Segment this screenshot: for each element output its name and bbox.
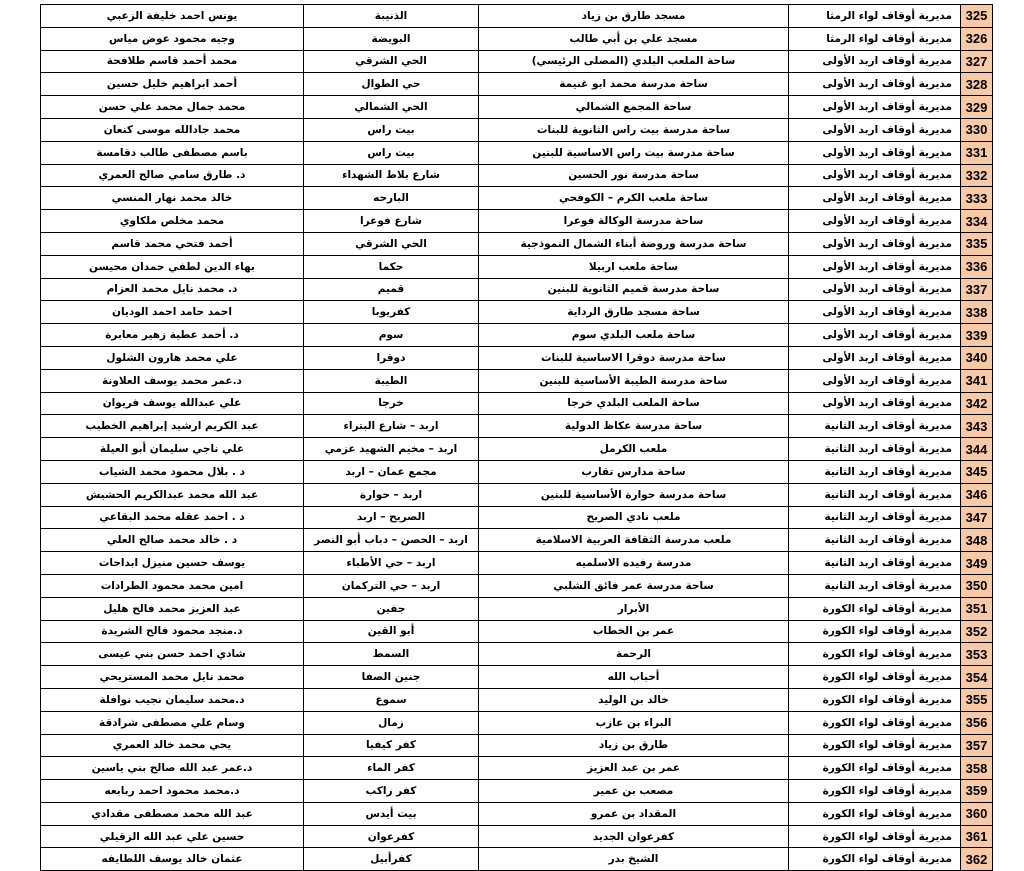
prayer-place-cell: خالد بن الوليد: [479, 688, 789, 711]
preacher-name-cell: باسم مصطفى طالب دقامسة: [41, 141, 304, 164]
row-number: 354: [961, 666, 993, 689]
row-number: 333: [961, 187, 993, 210]
row-number: 331: [961, 141, 993, 164]
preacher-name-cell: محمد نايل محمد المستريحي: [41, 666, 304, 689]
preacher-name-cell: يونس احمد خليفة الزعبي: [41, 5, 304, 28]
directorate-cell: مديرية أوقاف لواء الكورة: [789, 643, 961, 666]
area-cell: مجمع عمان – اربد: [304, 460, 479, 483]
row-number: 340: [961, 346, 993, 369]
area-cell: دوقرا: [304, 346, 479, 369]
directorate-cell: مديرية أوقاف لواء الكورة: [789, 688, 961, 711]
preacher-name-cell: د.محمد محمود احمد ربابعه: [41, 780, 304, 803]
table-row: [41, 483, 993, 506]
preacher-name-cell: د . احمد عقله محمد البقاعي: [41, 506, 304, 529]
prayer-place-cell: ساحة مدرسة بيت راس الاساسية للبنين: [479, 141, 789, 164]
table-row: [41, 620, 993, 643]
area-cell: اربد – حوارة: [304, 483, 479, 506]
row-number: 336: [961, 255, 993, 278]
preacher-name-cell: د.عمر عبد الله صالح بني ياسين: [41, 757, 304, 780]
area-cell: بيت راس: [304, 118, 479, 141]
preacher-name-cell: علي عبدالله يوسف فريوان: [41, 392, 304, 415]
preacher-name-cell: علي ناجي سليمان أبو العيلة: [41, 438, 304, 461]
row-number: 353: [961, 643, 993, 666]
area-cell: اربد – حي التركمان: [304, 574, 479, 597]
directorate-cell: مديرية أوقاف اربد الأولى: [789, 369, 961, 392]
table-row: [41, 118, 993, 141]
area-cell: كفر راكب: [304, 780, 479, 803]
prayer-place-cell: مسجد طارق بن زياد: [479, 5, 789, 28]
prayer-place-cell: أحباب الله: [479, 666, 789, 689]
area-cell: كفرأبيل: [304, 848, 479, 871]
area-cell: الحي الشرقي: [304, 232, 479, 255]
table-row: [41, 50, 993, 73]
table-row: [41, 802, 993, 825]
directorate-cell: مديرية أوقاف اربد الأولى: [789, 210, 961, 233]
area-cell: السمط: [304, 643, 479, 666]
table-row: [41, 301, 993, 324]
area-cell: البارحه: [304, 187, 479, 210]
directorate-cell: مديرية أوقاف اربد الأولى: [789, 324, 961, 347]
preacher-name-cell: عبد الكريم ارشيد إبراهيم الخطيب: [41, 415, 304, 438]
prayer-place-cell: ساحة مدارس تقارب: [479, 460, 789, 483]
directorate-cell: مديرية أوقاف اربد الأولى: [789, 164, 961, 187]
table-row: [41, 711, 993, 734]
prayer-place-cell: ساحة مدرسة نور الحسين: [479, 164, 789, 187]
row-number: 349: [961, 552, 993, 575]
area-cell: الصريح – اربد: [304, 506, 479, 529]
directorate-cell: مديرية أوقاف لواء الكورة: [789, 620, 961, 643]
row-number: 362: [961, 848, 993, 871]
row-number: 355: [961, 688, 993, 711]
area-cell: الذنيبة: [304, 5, 479, 28]
area-cell: الطيبة: [304, 369, 479, 392]
prayer-place-cell: كفرعوان الجديد: [479, 825, 789, 848]
prayer-place-cell: ساحة ملعب الكرم – الكوفحي: [479, 187, 789, 210]
area-cell: بيت أيدس: [304, 802, 479, 825]
area-cell: خرجا: [304, 392, 479, 415]
preacher-name-cell: أحمد ابراهيم خليل حسين: [41, 73, 304, 96]
row-number: 345: [961, 460, 993, 483]
area-cell: اربد – مخيم الشهيد عزمي: [304, 438, 479, 461]
row-number: 341: [961, 369, 993, 392]
preacher-name-cell: د . بلال محمود محمد الشياب: [41, 460, 304, 483]
row-number: 348: [961, 529, 993, 552]
area-cell: حكما: [304, 255, 479, 278]
preacher-name-cell: عثمان خالد يوسف اللطايفه: [41, 848, 304, 871]
preacher-name-cell: أحمد فتحي محمد قاسم: [41, 232, 304, 255]
directorate-cell: مديرية أوقاف اربد الثانية: [789, 506, 961, 529]
area-cell: كفريوبا: [304, 301, 479, 324]
row-number: 332: [961, 164, 993, 187]
directorate-cell: مديرية أوقاف اربد الأولى: [789, 118, 961, 141]
area-cell: سوم: [304, 324, 479, 347]
prayer-place-cell: مسجد علي بن أبي طالب: [479, 27, 789, 50]
directorate-cell: مديرية أوقاف اربد الأولى: [789, 346, 961, 369]
directorate-cell: مديرية أوقاف اربد الثانية: [789, 483, 961, 506]
area-cell: جفين: [304, 597, 479, 620]
directorate-cell: مديرية أوقاف اربد الثانية: [789, 415, 961, 438]
area-cell: أبو القين: [304, 620, 479, 643]
table-row: [41, 597, 993, 620]
table-row: [41, 574, 993, 597]
table-row: [41, 96, 993, 119]
row-number: 361: [961, 825, 993, 848]
preacher-name-cell: بهاء الدين لطفي حمدان محيسن: [41, 255, 304, 278]
area-cell: الحي الشمالي: [304, 96, 479, 119]
prayer-place-cell: ساحة مدرسة محمد ابو غنيمة: [479, 73, 789, 96]
area-cell: كفر الماء: [304, 757, 479, 780]
preacher-name-cell: يحي محمد خالد العمري: [41, 734, 304, 757]
directorate-cell: مديرية أوقاف اربد الأولى: [789, 392, 961, 415]
preacher-name-cell: د.منجد محمود فالح الشريدة: [41, 620, 304, 643]
table-row: [41, 187, 993, 210]
area-cell: اربد – شارع البتراء: [304, 415, 479, 438]
prayer-place-cell: ملعب مدرسة الثقافة العربية الاسلامية: [479, 529, 789, 552]
prayer-place-cell: ساحة الملعب البلدي (المصلى الرئيسي): [479, 50, 789, 73]
prayer-place-cell: مدرسة رفيده الاسلميه: [479, 552, 789, 575]
prayer-place-cell: الأبرار: [479, 597, 789, 620]
preacher-name-cell: د . خالد محمد صالح العلي: [41, 529, 304, 552]
preacher-name-cell: عبد العزيز محمد فالح هليل: [41, 597, 304, 620]
table-row: [41, 552, 993, 575]
preacher-name-cell: محمد مخلص ملكاوي: [41, 210, 304, 233]
preacher-name-cell: امين محمد محمود الطرادات: [41, 574, 304, 597]
row-number: 343: [961, 415, 993, 438]
area-cell: الحي الشرقي: [304, 50, 479, 73]
area-cell: كفرعوان: [304, 825, 479, 848]
preacher-name-cell: خالد محمد نهار المنسي: [41, 187, 304, 210]
directorate-cell: مديرية أوقاف لواء الكورة: [789, 734, 961, 757]
table-row: [41, 278, 993, 301]
area-cell: زمال: [304, 711, 479, 734]
area-cell: قميم: [304, 278, 479, 301]
preacher-name-cell: شادي احمد حسن بني عيسى: [41, 643, 304, 666]
area-cell: شارع بلاط الشهداء: [304, 164, 479, 187]
row-number: 329: [961, 96, 993, 119]
row-number: 344: [961, 438, 993, 461]
area-cell: اربد – حي الأطباء: [304, 552, 479, 575]
preacher-name-cell: حسين علي عبد الله الزقيلي: [41, 825, 304, 848]
table-row: [41, 255, 993, 278]
table-row: [41, 460, 993, 483]
table-row: [41, 232, 993, 255]
prayer-locations-table-page: [40, 4, 992, 871]
prayer-place-cell: المقداد بن عمرو: [479, 802, 789, 825]
table-row: [41, 346, 993, 369]
directorate-cell: مديرية أوقاف لواء الكورة: [789, 666, 961, 689]
row-number: 327: [961, 50, 993, 73]
directorate-cell: مديرية أوقاف لواء الرمثا: [789, 5, 961, 28]
preacher-name-cell: عبد الله محمد عبدالكريم الحشيش: [41, 483, 304, 506]
area-cell: اربد – الحصن – دباب أبو النصر: [304, 529, 479, 552]
table-row: [41, 666, 993, 689]
table-row: [41, 73, 993, 96]
preacher-name-cell: د. أحمد عطية زهير معابرة: [41, 324, 304, 347]
directorate-cell: مديرية أوقاف اربد الأولى: [789, 141, 961, 164]
prayer-place-cell: الشيخ بدر: [479, 848, 789, 871]
table-row: [41, 392, 993, 415]
directorate-cell: مديرية أوقاف اربد الثانية: [789, 574, 961, 597]
table-row: [41, 780, 993, 803]
directorate-cell: مديرية أوقاف اربد الثانية: [789, 438, 961, 461]
directorate-cell: مديرية أوقاف اربد الأولى: [789, 50, 961, 73]
preacher-name-cell: محمد أحمد قاسم طلافحة: [41, 50, 304, 73]
prayer-locations-table: [40, 4, 993, 871]
directorate-cell: مديرية أوقاف لواء الكورة: [789, 757, 961, 780]
row-number: 357: [961, 734, 993, 757]
table-row: [41, 210, 993, 233]
area-cell: جنين الصفا: [304, 666, 479, 689]
area-cell: شارع فوعرا: [304, 210, 479, 233]
row-number: 350: [961, 574, 993, 597]
prayer-place-cell: ملعب نادي الصريح: [479, 506, 789, 529]
prayer-place-cell: ساحة مدرسة عكاظ الدولية: [479, 415, 789, 438]
directorate-cell: مديرية أوقاف اربد الأولى: [789, 301, 961, 324]
prayer-place-cell: ملعب الكرمل: [479, 438, 789, 461]
area-cell: كفر كيفيا: [304, 734, 479, 757]
prayer-place-cell: ساحة مدرسة الوكالة فوعرا: [479, 210, 789, 233]
preacher-name-cell: وسام علي مصطفى شرادقة: [41, 711, 304, 734]
area-cell: بيت راس: [304, 141, 479, 164]
directorate-cell: مديرية أوقاف لواء الرمثا: [789, 27, 961, 50]
prayer-place-cell: ساحة مدرسة الطيبة الأساسية للبنين: [479, 369, 789, 392]
area-cell: حي الطوال: [304, 73, 479, 96]
row-number: 326: [961, 27, 993, 50]
row-number: 360: [961, 802, 993, 825]
preacher-name-cell: عبد الله محمد مصطفى مقدادي: [41, 802, 304, 825]
row-number: 339: [961, 324, 993, 347]
preacher-name-cell: وجيه محمود عوض مياس: [41, 27, 304, 50]
preacher-name-cell: د.محمد سليمان نجيب نوافلة: [41, 688, 304, 711]
directorate-cell: مديرية أوقاف اربد الأولى: [789, 73, 961, 96]
table-row: [41, 369, 993, 392]
prayer-place-cell: ساحة مسجد طارق الرداية: [479, 301, 789, 324]
row-number: 338: [961, 301, 993, 324]
directorate-cell: مديرية أوقاف لواء الكورة: [789, 597, 961, 620]
preacher-name-cell: محمد جادالله موسى كنعان: [41, 118, 304, 141]
prayer-place-cell: ساحة المجمع الشمالي: [479, 96, 789, 119]
table-row: [41, 506, 993, 529]
prayer-place-cell: ساحة مدرسة عمر فائق الشلبي: [479, 574, 789, 597]
directorate-cell: مديرية أوقاف اربد الأولى: [789, 187, 961, 210]
preacher-name-cell: احمد حامد احمد الوديان: [41, 301, 304, 324]
row-number: 334: [961, 210, 993, 233]
directorate-cell: مديرية أوقاف اربد الأولى: [789, 278, 961, 301]
prayer-place-cell: ساحة ملعب اربيلا: [479, 255, 789, 278]
preacher-name-cell: د. محمد نايل محمد العزام: [41, 278, 304, 301]
row-number: 335: [961, 232, 993, 255]
prayer-place-cell: ساحة مدرسة حوارة الأساسية للبنين: [479, 483, 789, 506]
table-row: [41, 734, 993, 757]
preacher-name-cell: د.عمر محمد يوسف العلاونة: [41, 369, 304, 392]
table-row: [41, 141, 993, 164]
prayer-place-cell: طارق بن زياد: [479, 734, 789, 757]
prayer-place-cell: عمر بن الخطاب: [479, 620, 789, 643]
preacher-name-cell: محمد جمال محمد علي حسن: [41, 96, 304, 119]
table-row: [41, 27, 993, 50]
row-number: 337: [961, 278, 993, 301]
table-row: [41, 688, 993, 711]
prayer-place-cell: ساحة مدرسة بيت راس الثانوية للبنات: [479, 118, 789, 141]
preacher-name-cell: يوسف حسين منيزل ابداحات: [41, 552, 304, 575]
directorate-cell: مديرية أوقاف لواء الكورة: [789, 848, 961, 871]
table-row: [41, 164, 993, 187]
table-row: [41, 529, 993, 552]
row-number: 358: [961, 757, 993, 780]
area-cell: سموع: [304, 688, 479, 711]
directorate-cell: مديرية أوقاف اربد الثانية: [789, 460, 961, 483]
table-row: [41, 848, 993, 871]
prayer-place-cell: الرحمة: [479, 643, 789, 666]
prayer-place-cell: ساحة ملعب البلدي سوم: [479, 324, 789, 347]
table-row: [41, 5, 993, 28]
directorate-cell: مديرية أوقاف لواء الكورة: [789, 780, 961, 803]
row-number: 347: [961, 506, 993, 529]
table-row: [41, 825, 993, 848]
table-row: [41, 324, 993, 347]
prayer-place-cell: ساحة الملعب البلدي خرجا: [479, 392, 789, 415]
prayer-place-cell: البراء بن عازب: [479, 711, 789, 734]
table-row: [41, 757, 993, 780]
row-number: 325: [961, 5, 993, 28]
row-number: 352: [961, 620, 993, 643]
directorate-cell: مديرية أوقاف لواء الكورة: [789, 711, 961, 734]
area-cell: البويضة: [304, 27, 479, 50]
prayer-place-cell: ساحة مدرسة دوقرا الاساسية للبنات: [479, 346, 789, 369]
table-row: [41, 438, 993, 461]
directorate-cell: مديرية أوقاف اربد الأولى: [789, 232, 961, 255]
row-number: 351: [961, 597, 993, 620]
prayer-place-cell: ساحة مدرسة وروضة أبناء الشمال النموذجية: [479, 232, 789, 255]
directorate-cell: مديرية أوقاف اربد الأولى: [789, 96, 961, 119]
directorate-cell: مديرية أوقاف لواء الكورة: [789, 802, 961, 825]
table-body: [41, 5, 993, 871]
row-number: 330: [961, 118, 993, 141]
directorate-cell: مديرية أوقاف اربد الأولى: [789, 255, 961, 278]
prayer-place-cell: عمر بن عبد العزيز: [479, 757, 789, 780]
preacher-name-cell: علي محمد هارون الشلول: [41, 346, 304, 369]
table-row: [41, 643, 993, 666]
directorate-cell: مديرية أوقاف اربد الثانية: [789, 529, 961, 552]
table-row: [41, 415, 993, 438]
prayer-place-cell: ساحة مدرسة قميم الثانوية للبنين: [479, 278, 789, 301]
row-number: 328: [961, 73, 993, 96]
row-number: 342: [961, 392, 993, 415]
directorate-cell: مديرية أوقاف اربد الثانية: [789, 552, 961, 575]
row-number: 359: [961, 780, 993, 803]
directorate-cell: مديرية أوقاف لواء الكورة: [789, 825, 961, 848]
prayer-place-cell: مصعب بن عمير: [479, 780, 789, 803]
preacher-name-cell: د. طارق سامي صالح العمري: [41, 164, 304, 187]
row-number: 356: [961, 711, 993, 734]
row-number: 346: [961, 483, 993, 506]
